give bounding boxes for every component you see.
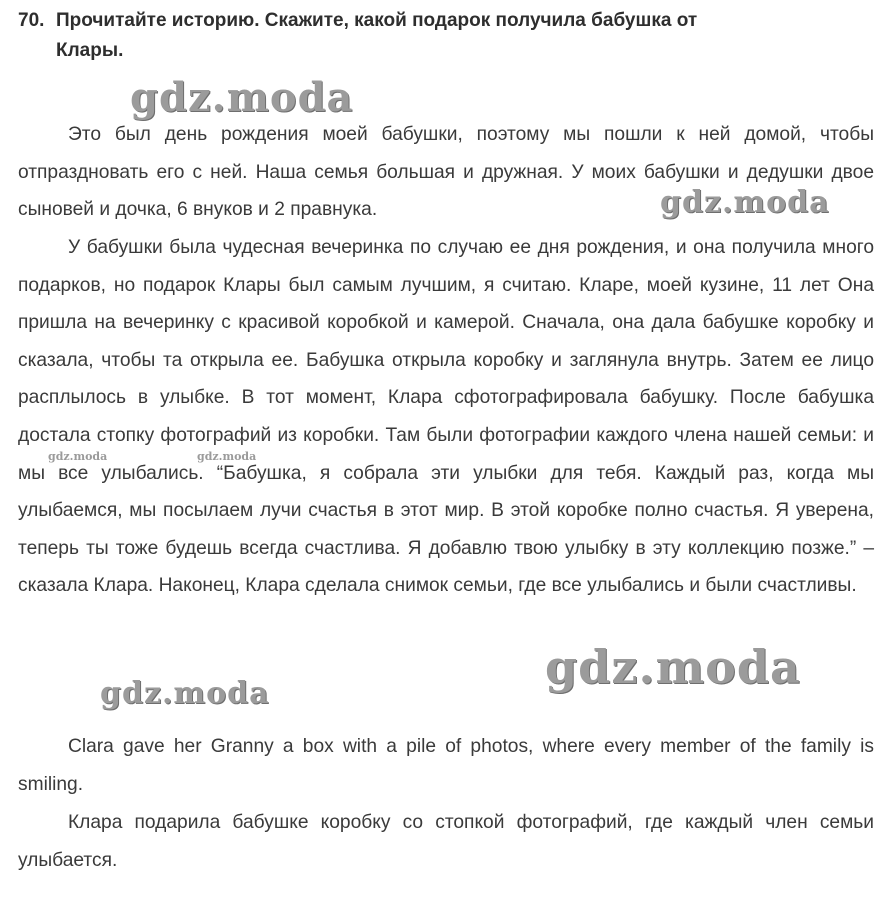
watermark-logo: gdz.moda [660, 185, 830, 220]
task-text-line2: Клары. [56, 40, 124, 61]
watermark-logo: gdz.moda [130, 74, 354, 121]
task-heading [18, 6, 874, 36]
task-text-line1: Прочитайте историю. Скажите, какой подарок получила бабушка от [56, 10, 698, 31]
watermark-logo-small: gdz.moda [48, 450, 108, 463]
story-paragraph-1: Это был день рождения моей бабушки, поэтому мы пошли к ней домой, чтобы отпраздновать его с ней. Наша семья большая и дружная. У моих бабушки и дедушки двое сыновей и дочка, 6 внуков и 2 правнука. [18, 124, 874, 221]
story-paragraph-2: У бабушки была чудесная вечеринка по случаю ее дня рождения, и она получила много подарков, но подарок Клары был самым лучшим, я считаю. Кларе, моей кузине, 11 лет Она пришла на вечеринку с красивой коробкой и камерой. Сначала, она дала бабушке коробку и сказала, чтобы та открыла ее. Бабушка открыла коробку и заглянула внутрь. Затем ее лицо расплылось в улыбке. В тот момент, Клара сфотографировала бабушку. После бабушка достала стопку фотографий из коробки. Там были фотографии каждого члена нашей семьи: и мы все улыбались. “Бабушка, я собрала эти улыбки для тебя. Каждый раз, когда мы улыбаемся, мы посылаем лучи счастья в этот мир. В этой коробке полно счастья. Я уверена, теперь ты тоже будешь всегда счастлива. Я добавлю твою улыбку в эту коллекцию позже.” – сказала Клара. Наконец, Клара сделала снимок семьи, где все улыбались и были счастливы. [18, 237, 874, 597]
watermark-logo: gdz.moda [545, 640, 801, 694]
watermark-logo-small: gdz.moda [197, 450, 257, 463]
answer-russian: Клара подарила бабушке коробку со стопкой фотографий, где каждый член семьи улыбается. [18, 812, 874, 871]
task-number: 70. [18, 10, 45, 31]
watermark-logo: gdz.moda [100, 676, 270, 711]
answer-english: Clara gave her Granny a box with a pile of photos, where every member of the family is smiling. [18, 736, 874, 795]
